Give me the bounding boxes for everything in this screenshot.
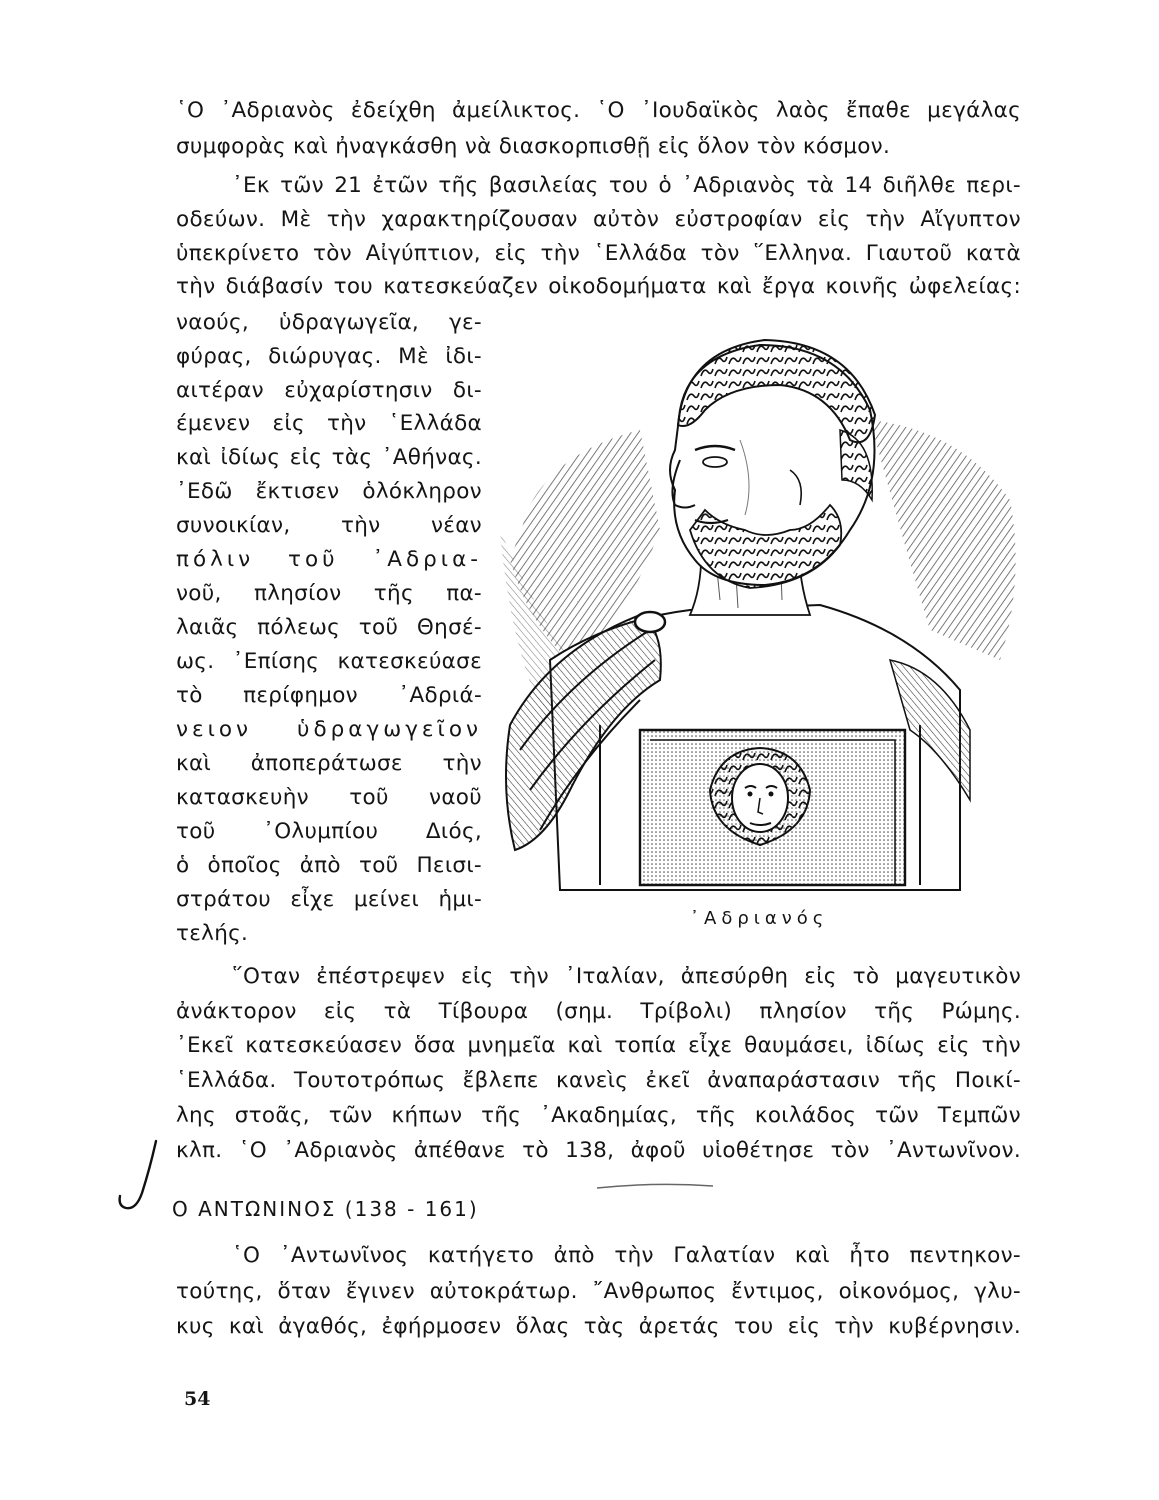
page-number: 54 bbox=[184, 1388, 211, 1410]
image-caption: ᾿Αδριανός bbox=[690, 908, 829, 929]
column-line: φύρας, διώρυγας. Μὲ ἰδι- bbox=[176, 344, 482, 369]
column-line: νειον ὑδραγωγεῖον bbox=[176, 717, 482, 742]
column-line: καὶ ἰδίως εἰς τὰς ᾿Αθήνας. bbox=[176, 445, 482, 470]
column-line: συνοικίαν, τὴν νέαν bbox=[176, 513, 482, 538]
handwritten-check-mark bbox=[112, 1138, 162, 1214]
column-line: πόλιν τοῦ ᾿Αδρια- bbox=[176, 547, 482, 572]
column-line: λαιᾶς πόλεως τοῦ Θησέ- bbox=[176, 615, 482, 640]
text-line: τούτης, ὅταν ἔγινεν αὐτοκράτωρ. ῎Ανθρωπος ἔντιμος, οἰκονόμος, γλυ- bbox=[176, 1279, 1021, 1304]
text-line: κυς καὶ ἀγαθός, ἐφήρμοσεν ὅλας τὰς ἀρετάς του εἰς τὴν κυβέρνησιν. bbox=[176, 1314, 1021, 1339]
column-line: καὶ ἀποπεράτωσε τὴν bbox=[176, 751, 482, 776]
text-line: ῾Ο ᾿Αντωνῖνος κατήγετο ἀπὸ τὴν Γαλατίαν καὶ ἦτο πεντηκον- bbox=[232, 1243, 1021, 1268]
text-line: λης στοᾶς, τῶν κήπων τῆς ᾿Ακαδημίας, τῆς κοιλάδος τῶν Τεμπῶν bbox=[176, 1103, 1021, 1128]
text-line: τὴν διάβασίν του κατεσκεύαζεν οἰκοδομήματα καὶ ἔργα κοινῆς ὠφελείας: bbox=[176, 274, 1021, 299]
text-line: ᾿Εκεῖ κατεσκεύασεν ὅσα μνημεῖα καὶ τοπία εἶχε θαυμάσει, ἰδίως εἰς τὴν bbox=[176, 1033, 1021, 1058]
column-line: νοῦ, πλησίον τῆς πα- bbox=[176, 581, 482, 606]
text-line: ῾Ο ᾿Αδριανὸς ἐδείχθη ἀμείλικτος. ῾Ο ᾿Ιουδαϊκὸς λαὸς ἔπαθε μεγάλας bbox=[176, 98, 1021, 123]
column-line: έμενεν εἰς τὴν ῾Ελλάδα bbox=[176, 411, 482, 436]
column-line: τὸ περίφημον ᾿Αδριά- bbox=[176, 683, 482, 708]
hadrian-bust-illustration bbox=[490, 330, 1030, 900]
text-line: ἀνάκτορον εἰς τὰ Τίβουρα (σημ. Τρίβολι) πλησίον τῆς Ρώμης. bbox=[176, 999, 1021, 1024]
text-line: ᾿Εκ τῶν 21 ἐτῶν τῆς βασιλείας του ὁ ᾿Αδριανὸς τὰ 14 διῆλθε περι- bbox=[232, 173, 1021, 198]
section-heading: Ο ΑΝΤΩΝΙΝΟΣ (138 - 161) bbox=[172, 1197, 479, 1221]
column-line: τελής. bbox=[176, 921, 249, 946]
column-line: κατασκευὴν τοῦ ναοῦ bbox=[176, 785, 482, 810]
text-line: ῾Ελλάδα. Τουτοτρόπως ἔβλεπε κανεὶς ἐκεῖ ἀναπαράστασιν τῆς Ποικί- bbox=[176, 1068, 1021, 1093]
column-line: ως. ᾿Επίσης κατεσκεύασε bbox=[176, 649, 482, 674]
column-line: ᾿Εδῶ ἔκτισεν ὁλόκληρον bbox=[176, 479, 482, 504]
column-line: αιτέραν εὐχαρίστησιν δι- bbox=[176, 378, 482, 403]
column-line: ὁ ὁποῖος ἀπὸ τοῦ Πεισι- bbox=[176, 853, 482, 878]
pencil-stroke-mark bbox=[595, 1180, 715, 1192]
column-line: ναούς, ὑδραγωγεῖα, γε- bbox=[176, 310, 482, 335]
column-line: στράτου εἶχε μείνει ἡμι- bbox=[176, 887, 482, 912]
column-line: τοῦ ᾿Ολυμπίου Διός, bbox=[176, 819, 482, 844]
text-line: κλπ. ῾Ο ᾿Αδριανὸς ἀπέθανε τὸ 138, ἀφοῦ υἱοθέτησε τὸν ᾿Αντωνῖνον. bbox=[176, 1138, 1021, 1163]
text-line: συμφορὰς καὶ ἠναγκάσθη νὰ διασκορπισθῇ εἰς ὅλον τὸν κόσμον. bbox=[176, 134, 891, 159]
text-line: οδεύων. Μὲ τὴν χαρακτηρίζουσαν αὐτὸν εὐστροφίαν εἰς τὴν Αἴγυπτον bbox=[176, 207, 1021, 232]
text-line: ὑπεκρίνετο τὸν Αἰγύπτιον, εἰς τὴν ῾Ελλάδα τὸν ῞Ελληνα. Γιαυτοῦ κατὰ bbox=[176, 241, 1021, 266]
text-line: ῞Οταν ἐπέστρεψεν εἰς τὴν ᾿Ιταλίαν, ἀπεσύρθη εἰς τὸ μαγευτικὸν bbox=[232, 964, 1021, 989]
